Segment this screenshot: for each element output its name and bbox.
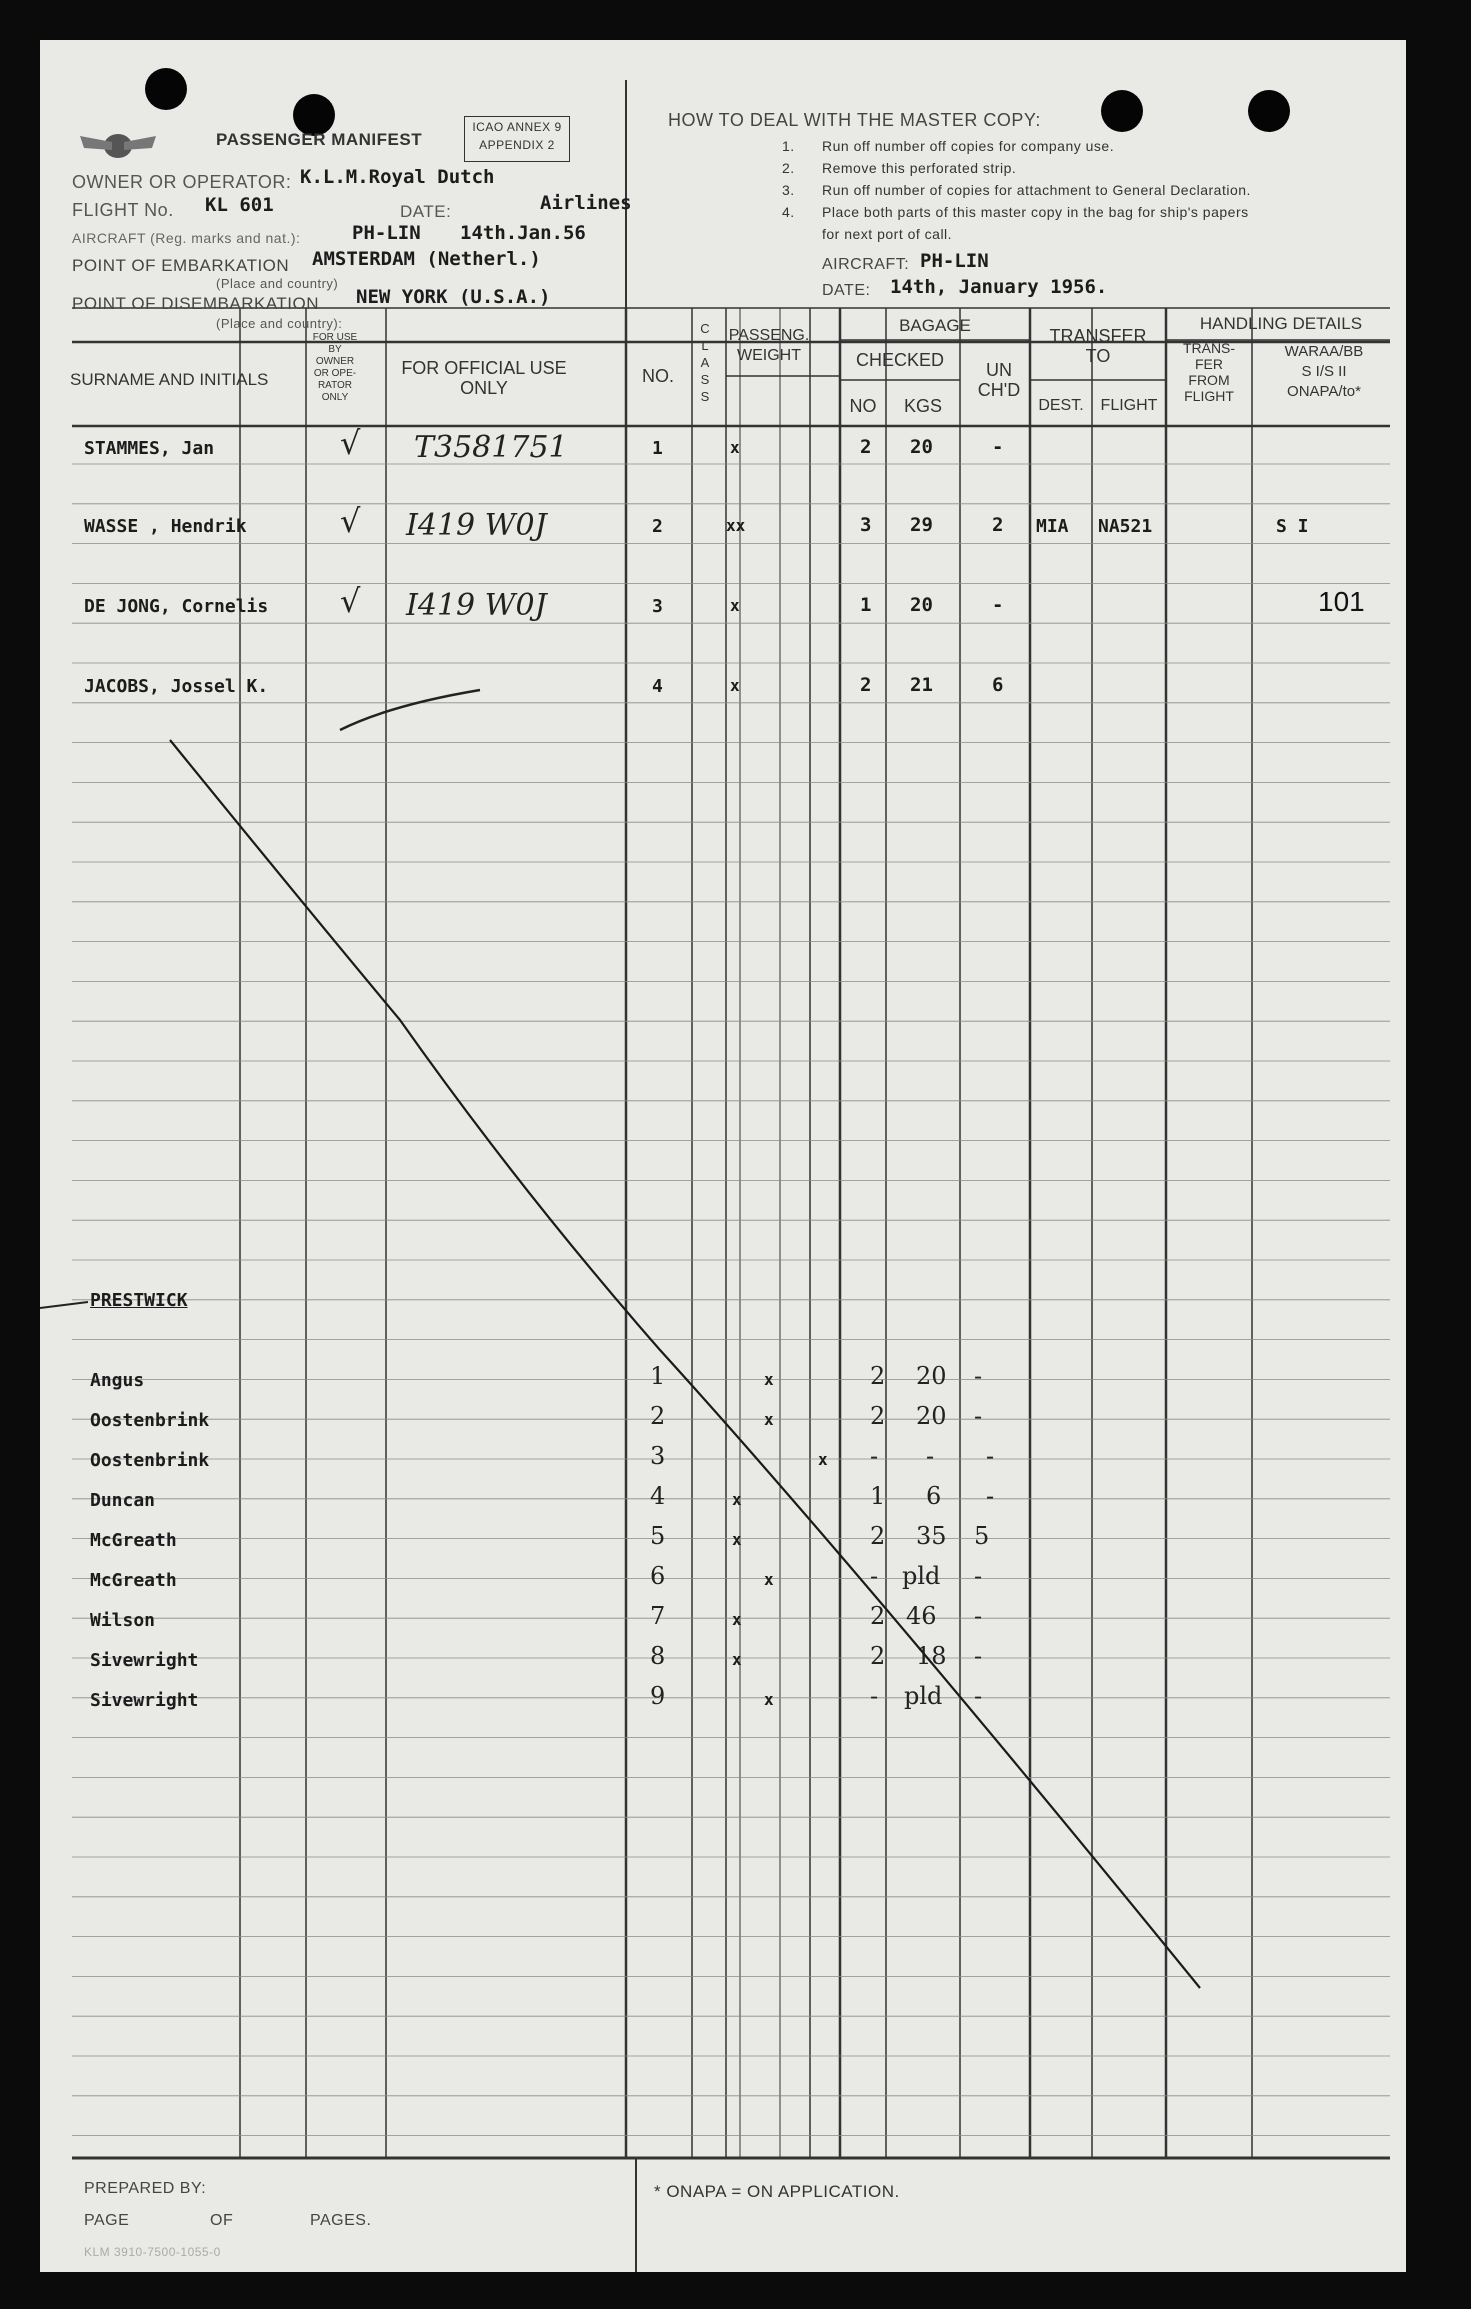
bag-unchd: 6	[992, 674, 1004, 696]
prestwick-bag: 2	[870, 1522, 886, 1550]
prestwick-mark: x	[764, 1370, 774, 1389]
col-kgs: KGS	[903, 396, 942, 416]
col-no: NO.	[641, 366, 674, 386]
check-mark: √	[340, 502, 361, 540]
col-official-use: FOR OFFICIAL USE ONLY	[401, 358, 567, 398]
col-dest: DEST.	[1038, 397, 1084, 414]
instruction-text: Remove this perforated strip.	[822, 160, 1017, 176]
passenger-no: 3	[652, 596, 663, 617]
passenger-name: WASSE , Hendrik	[84, 516, 247, 537]
pages-label: PAGES.	[310, 2212, 372, 2229]
aircraft-value: PH-LIN	[352, 222, 421, 244]
prestwick-name: Oostenbrink	[90, 1410, 210, 1431]
col-bagage: BAGAGE	[899, 316, 971, 335]
bag-kgs: 20	[910, 594, 933, 616]
prestwick-mark: x	[732, 1530, 742, 1549]
prestwick-name: Oostenbrink	[90, 1450, 210, 1471]
prestwick-no: 8	[650, 1642, 666, 1670]
check-mark: √	[340, 424, 361, 462]
bag-no: 1	[860, 594, 872, 616]
prestwick-name: Wilson	[90, 1610, 156, 1631]
disembark-label: POINT OF DISEMBARKATION	[72, 294, 320, 313]
col-transfer-from: TRANS- FER FROM FLIGHT	[1182, 340, 1236, 404]
stamp-number: 101	[1318, 586, 1365, 617]
bag-unchd: -	[992, 436, 1004, 458]
prestwick-un: -	[986, 1482, 995, 1510]
prestwick-un: -	[974, 1562, 983, 1590]
passenger-name: DE JONG, Cornelis	[84, 596, 269, 617]
instruction-num: 1.	[782, 138, 795, 154]
prestwick-un: -	[974, 1402, 983, 1430]
page-label: PAGE	[84, 2212, 130, 2229]
prestwick-no: 7	[650, 1602, 666, 1630]
prestwick-kgs: 46	[906, 1602, 937, 1630]
disembark-value: NEW YORK (U.S.A.)	[356, 286, 551, 308]
instruction-text: Place both parts of this master copy in the bag for ship's papers	[822, 204, 1249, 220]
prestwick-kgs: pld	[904, 1682, 943, 1710]
date-value: 14th.Jan.56	[460, 222, 586, 244]
prestwick-mark: x	[732, 1490, 742, 1509]
date-label: DATE:	[400, 202, 452, 221]
prestwick-no: 3	[650, 1442, 666, 1470]
transfer-dest: MIA	[1036, 516, 1069, 537]
prestwick-kgs: 6	[926, 1482, 942, 1510]
col-waraa: WARAA/BB S I/S II ONAPA/to*	[1284, 343, 1364, 400]
weight-mark: xx	[726, 516, 746, 535]
prestwick-bag: 2	[870, 1402, 886, 1430]
prestwick-mark: x	[732, 1610, 742, 1629]
prestwick-bag: -	[870, 1682, 879, 1710]
prestwick-name: Sivewright	[90, 1650, 199, 1671]
instr-date-value: 14th, January 1956.	[890, 276, 1108, 298]
col-flight: FLIGHT	[1100, 397, 1158, 414]
passenger-no: 4	[652, 676, 663, 697]
prestwick-no: 1	[650, 1362, 666, 1390]
handling-waraa: S I	[1276, 516, 1309, 537]
prestwick-un: 5	[974, 1522, 990, 1550]
bag-no: 2	[860, 436, 872, 458]
prestwick-bag: 2	[870, 1362, 886, 1390]
instruction-text: Run off number off copies for company use.	[822, 138, 1115, 154]
col-passeng-weight: PASSENG. WEIGHT	[728, 327, 810, 364]
prestwick-kgs: 35	[916, 1522, 947, 1550]
bag-unchd: -	[992, 594, 1004, 616]
instruction-text-cont: for next port of call.	[822, 226, 953, 242]
official-number: T3581751	[414, 430, 568, 465]
onapa-note: * ONAPA = ON APPLICATION.	[654, 2182, 900, 2201]
prestwick-name: McGreath	[90, 1570, 177, 1591]
prestwick-mark: x	[818, 1450, 828, 1469]
instruction-num: 3.	[782, 182, 795, 198]
passenger-name: STAMMES, Jan	[84, 438, 215, 459]
instr-aircraft-value: PH-LIN	[920, 250, 989, 272]
prestwick-un: -	[974, 1362, 983, 1390]
icao-appendix: APPENDIX 2	[479, 138, 555, 152]
place-country-note: (Place and country)	[216, 276, 339, 291]
instr-date-label: DATE:	[822, 282, 871, 299]
col-bag-no: NO	[849, 396, 877, 416]
prestwick-un: -	[986, 1442, 995, 1470]
col-checked: CHECKED	[855, 350, 944, 370]
prestwick-label: PRESTWICK	[90, 1290, 188, 1311]
embark-value: AMSTERDAM (Netherl.)	[312, 248, 541, 270]
bag-kgs: 21	[910, 674, 933, 696]
passenger-name: JACOBS, Jossel K.	[84, 676, 269, 697]
col-unchd: UN CH'D	[977, 360, 1021, 400]
prestwick-bag: 1	[870, 1482, 886, 1510]
owner-value-2: Airlines	[540, 192, 632, 214]
prestwick-no: 5	[650, 1522, 666, 1550]
form-code: KLM 3910-7500-1055-0	[84, 2245, 221, 2259]
weight-mark: x	[730, 438, 740, 457]
prestwick-kgs: 18	[916, 1642, 947, 1670]
flight-label: FLIGHT No.	[72, 200, 174, 220]
prestwick-no: 2	[650, 1402, 666, 1430]
prestwick-bag: 2	[870, 1642, 886, 1670]
prestwick-un: -	[974, 1682, 983, 1710]
prestwick-un: -	[974, 1602, 983, 1630]
aircraft-label: AIRCRAFT (Reg. marks and nat.):	[72, 230, 301, 246]
prepared-by-label: PREPARED BY:	[84, 2180, 207, 2197]
transfer-flight: NA521	[1098, 516, 1153, 537]
col-transfer: TRANSFER TO	[1049, 326, 1147, 366]
bag-kgs: 29	[910, 514, 933, 536]
prestwick-kgs: 20	[916, 1402, 947, 1430]
prestwick-mark: x	[732, 1650, 742, 1669]
prestwick-no: 6	[650, 1562, 666, 1590]
instruction-num: 2.	[782, 160, 795, 176]
prestwick-kgs: pld	[902, 1562, 941, 1590]
col-handling: HANDLING DETAILS	[1199, 314, 1363, 333]
prestwick-bag: -	[870, 1562, 879, 1590]
prestwick-kgs: 20	[916, 1362, 947, 1390]
col-surname: SURNAME AND INITIALS	[70, 370, 269, 389]
bag-no: 3	[860, 514, 872, 536]
col-class: C L A S S	[700, 321, 710, 404]
handwritten-strokes	[40, 40, 1406, 2272]
bag-unchd: 2	[992, 514, 1004, 536]
official-number: I419 W0J	[406, 508, 547, 543]
prestwick-no: 9	[650, 1682, 666, 1710]
embark-label: POINT OF EMBARKATION	[72, 256, 290, 275]
instr-aircraft-label: AIRCRAFT:	[822, 256, 910, 273]
owner-value: K.L.M.Royal Dutch	[300, 166, 495, 188]
passenger-no: 2	[652, 516, 663, 537]
prestwick-bag: 2	[870, 1602, 886, 1630]
prestwick-mark: x	[764, 1410, 774, 1429]
prestwick-mark: x	[764, 1690, 774, 1709]
prestwick-name: Sivewright	[90, 1690, 199, 1711]
passenger-no: 1	[652, 438, 663, 459]
owner-label: OWNER OR OPERATOR:	[72, 172, 292, 192]
prestwick-bag: -	[870, 1442, 879, 1470]
bag-kgs: 20	[910, 436, 933, 458]
place-country-note-2: (Place and country):	[216, 316, 343, 331]
col-owner-use: FOR USE BY OWNER OR OPE- RATOR ONLY	[312, 332, 358, 403]
icao-annex: ICAO ANNEX 9	[472, 120, 562, 134]
manifest-sheet	[40, 40, 1406, 2272]
check-mark: √	[340, 582, 361, 620]
prestwick-name: Duncan	[90, 1490, 156, 1511]
instruction-num: 4.	[782, 204, 795, 220]
prestwick-name: McGreath	[90, 1530, 177, 1551]
of-label: OF	[210, 2212, 234, 2229]
prestwick-kgs: -	[926, 1442, 935, 1470]
prestwick-mark: x	[764, 1570, 774, 1589]
flight-value: KL 601	[205, 194, 274, 216]
weight-mark: x	[730, 676, 740, 695]
bag-no: 2	[860, 674, 872, 696]
prestwick-un: -	[974, 1642, 983, 1670]
instructions-title: HOW TO DEAL WITH THE MASTER COPY:	[668, 110, 1041, 130]
manifest-title: PASSENGER MANIFEST	[216, 130, 423, 149]
official-number: I419 W0J	[406, 588, 547, 623]
weight-mark: x	[730, 596, 740, 615]
prestwick-no: 4	[650, 1482, 666, 1510]
prestwick-name: Angus	[90, 1370, 145, 1391]
instruction-text: Run off number of copies for attachment to General Declaration.	[822, 182, 1251, 198]
